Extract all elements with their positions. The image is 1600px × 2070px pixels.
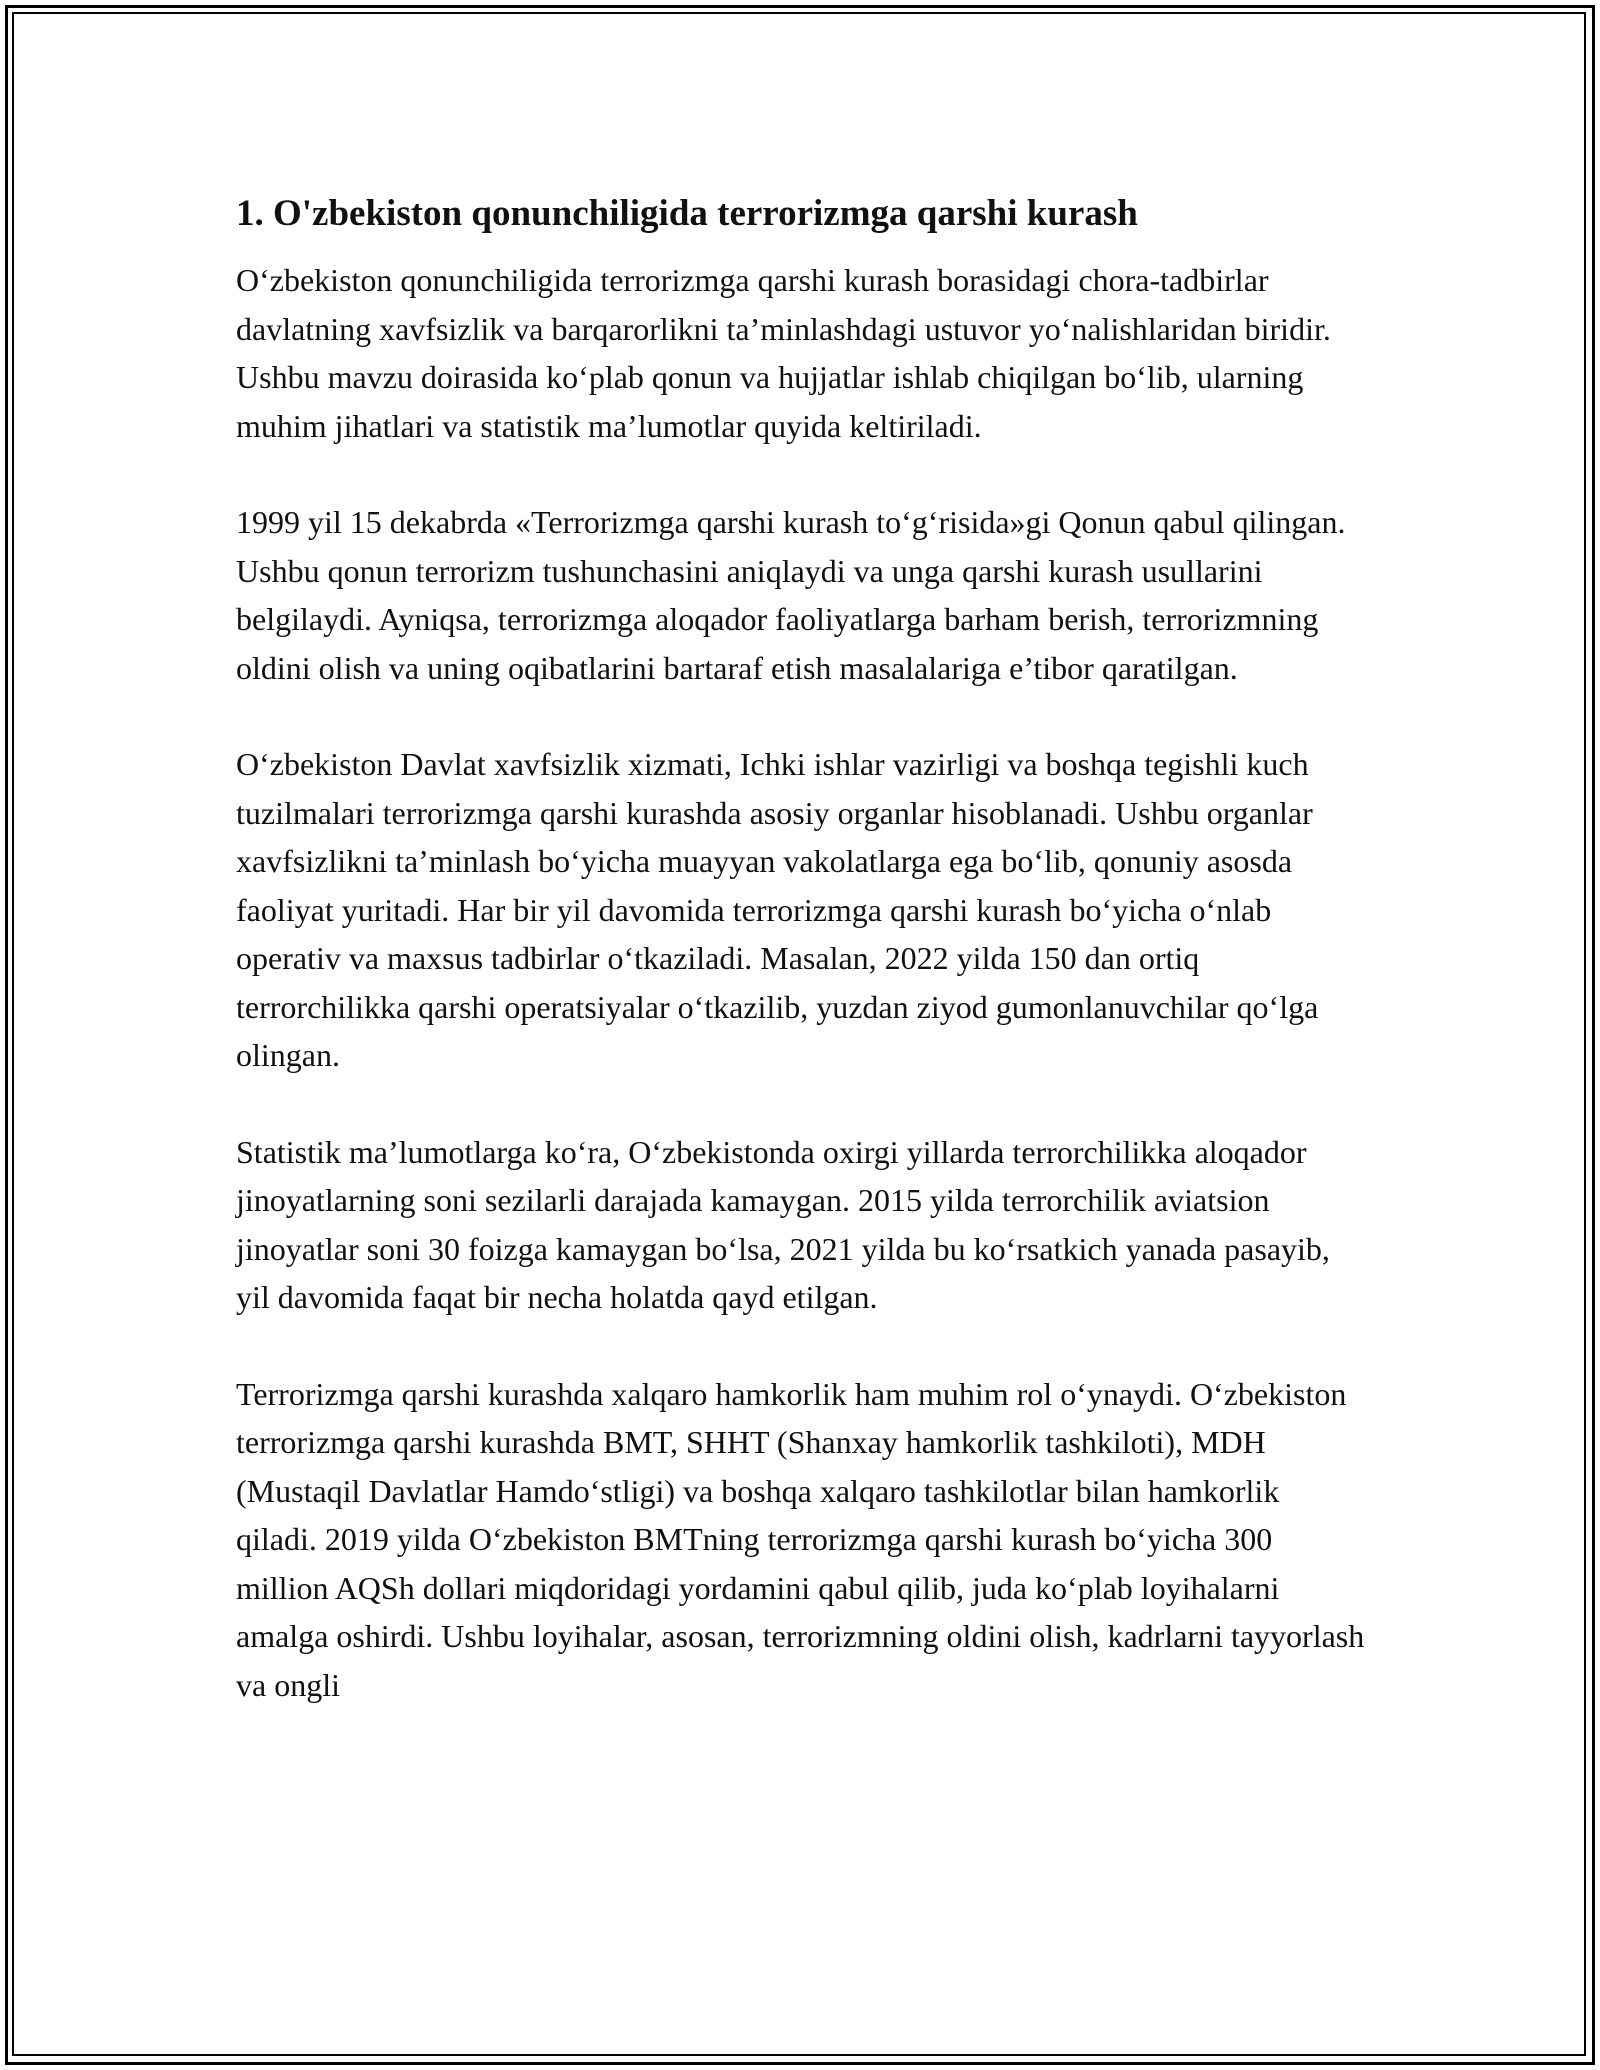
paragraph-statistics: Statistik ma’lumotlarga ko‘ra, O‘zbekistonda oxirgi yillarda terrorchilikka aloqador jinoyatlarning soni sezilarli darajada kamaygan. 2015 yilda terrorchilik aviatsion jinoyatlar soni 30 foizga kamaygan bo‘lsa, 2021 yilda bu ko‘rsatkich yanada pasayib, yil davomida faqat bir necha holatda qayd etilgan. [236,1133,1330,1315]
document-body [236,186,1366,1757]
paragraph-law-1999: 1999 yil 15 dekabrda «Terrorizmga qarshi kurash to‘g‘risida»gi Qonun qabul qilingan. Ushbu qonun terrorizm tushunchasini aniqlaydi va unga qarshi kurash usullarini belgilaydi. Ayniqsa, terrorizmga aloqador faoliyatlarga barham berish, terrorizmning oldini olish va uning oqibatlarini bartaraf etish masalalariga e’tibor qaratilgan. [236,504,1346,686]
section-heading: 1. O'zbekiston qonunchiligida terrorizmga qarshi kurash [236,193,1138,234]
paragraph-international-cooperation: Terrorizmga qarshi kurashda xalqaro hamkorlik ham muhim rol o‘ynaydi. O‘zbekiston terrorizmga qarshi kurashda BMT, SHHT (Shanxay hamkorlik tashkiloti), MDH (Mustaqil Davlatlar Hamdo‘stligi) va boshqa xalqaro tashkilotlar bilan hamkorlik qiladi. 2019 yilda O‘zbekiston BMTning terrorizmga qarshi kurash bo‘yicha 300 million AQSh dollari miqdoridagi yordamini qabul qilib, juda ko‘plab loyihalarni amalga oshirdi. Ushbu loyihalar, asosan, terrorizmning oldini olish, kadrlarni tayyorlash va ongli [236,1375,1365,1703]
paragraph-intro: O‘zbekiston qonunchiligida terrorizmga qarshi kurash borasidagi chora-tadbirlar davlatning xavfsizlik va barqarorlikni ta’minlashdagi ustuvor yo‘nalishlaridan biridir. Ushbu mavzu doirasida ko‘plab qonun va hujjatlar ishlab chiqilgan bo‘lib, ularning muhim jihatlari va statistik ma’lumotlar quyida keltiriladi. [236,262,1331,444]
paragraph-security-organs: O‘zbekiston Davlat xavfsizlik xizmati, Ichki ishlar vazirligi va boshqa tegishli kuch tuzilmalari terrorizmga qarshi kurashda asosiy organlar hisoblanadi. Ushbu organlar xavfsizlikni ta’minlash bo‘yicha muayyan vakolatlarga ega bo‘lib, qonuniy asosda faoliyat yuritadi. Har bir yil davomida terrorizmga qarshi kurash bo‘yicha o‘nlab operativ va maxsus tadbirlar o‘tkaziladi. Masalan, 2022 yilda 150 dan ortiq terrorchilikka qarshi operatsiyalar o‘tkazilib, yuzdan ziyod gumonlanuvchilar qo‘lga olingan. [236,746,1319,1073]
